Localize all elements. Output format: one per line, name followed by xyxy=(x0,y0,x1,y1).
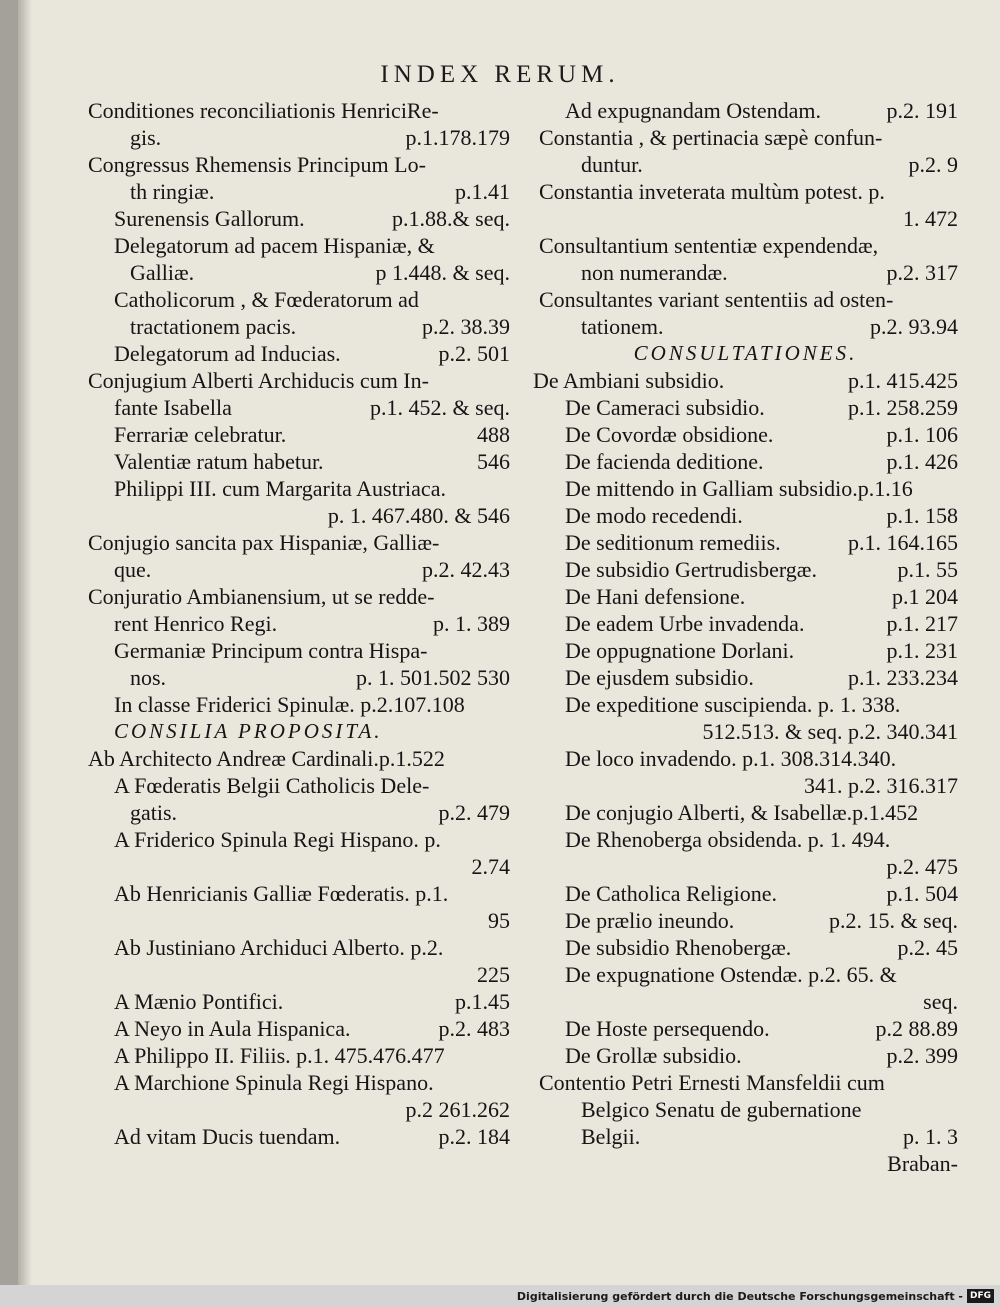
index-entry xyxy=(82,502,510,529)
page-reference: p.2. 45 xyxy=(897,935,958,960)
index-entry: Ab Henricianis Galliæ Fœderatis. p.1. xyxy=(114,881,449,906)
page-reference: p.1.45 xyxy=(455,989,510,1014)
page-reference: p.2. 317 xyxy=(886,260,958,285)
entry-text: De Hani defensione. xyxy=(565,584,746,609)
entry-text: tractationem pacis. xyxy=(130,314,297,339)
entry-text: Galliæ. xyxy=(130,260,195,285)
index-entry xyxy=(82,961,510,988)
index-entry xyxy=(82,340,510,367)
index-entry xyxy=(82,394,510,421)
index-entry xyxy=(533,718,958,745)
entry-text: De Covordæ obsidione. xyxy=(565,422,774,447)
index-entry xyxy=(82,205,510,232)
index-entry xyxy=(82,853,510,880)
index-entry: In classe Friderici Spinulæ. p.2.107.108 xyxy=(114,692,465,717)
page-reference: 512.513. & seq. p.2. 340.341 xyxy=(702,719,958,744)
index-entry: CONSILIA PROPOSITA. xyxy=(114,719,383,743)
index-entry: A Fœderatis Belgii Catholicis Dele- xyxy=(114,773,430,798)
index-entry xyxy=(82,421,510,448)
index-entry: Constantia inveterata multùm potest. p. xyxy=(539,179,885,204)
entry-text: De prælio ineundo. xyxy=(565,908,735,933)
entry-text: Ad expugnandam Ostendam. xyxy=(565,98,821,123)
page-reference: p.2. 184 xyxy=(438,1124,510,1149)
page-reference: p. 1. 501.502 530 xyxy=(356,665,510,690)
page-reference: p.2. 42.43 xyxy=(422,557,510,582)
index-entry: De Rhenoberga obsidenda. p. 1. 494. xyxy=(565,827,891,852)
index-entry xyxy=(533,529,958,556)
page-reference: p.1. 55 xyxy=(897,557,958,582)
page-reference: p.1.178.179 xyxy=(405,125,510,150)
funding-footer xyxy=(0,1285,1000,1307)
index-entry xyxy=(533,637,958,664)
entry-text: De modo recedendi. xyxy=(565,503,743,528)
index-entry xyxy=(533,880,958,907)
index-entry: A Friderico Spinula Regi Hispano. p. xyxy=(114,827,441,852)
index-entry: Conditiones reconciliationis HenriciRe- xyxy=(88,98,439,123)
entry-text: Ad vitam Ducis tuendam. xyxy=(114,1124,341,1149)
index-entry xyxy=(533,907,958,934)
index-entry: Belgico Senatu de gubernatione xyxy=(581,1097,862,1122)
entry-text: De eadem Urbe invadenda. xyxy=(565,611,805,636)
index-entry xyxy=(82,1123,510,1150)
page-reference: 2.74 xyxy=(471,854,510,879)
index-entry xyxy=(82,448,510,475)
index-entry: Conjugio sancita pax Hispaniæ, Galliæ- xyxy=(88,530,440,555)
index-entry: De expeditione suscipienda. p. 1. 338. xyxy=(565,692,901,717)
page-reference: p.1.41 xyxy=(455,179,510,204)
index-entry xyxy=(533,1123,958,1150)
index-entry xyxy=(533,1015,958,1042)
index-entry: Consultantes variant sententiis ad osten- xyxy=(539,287,894,312)
index-entry xyxy=(533,772,958,799)
index-entry xyxy=(82,1096,510,1123)
index-entry xyxy=(533,367,958,394)
page-reference: p.2. 93.94 xyxy=(870,314,958,339)
index-entry: De expugnatione Ostendæ. p.2. 65. & xyxy=(565,962,897,987)
page-reference: p.1. 452. & seq. xyxy=(370,395,510,420)
entry-text: De ejusdem subsidio. xyxy=(565,665,754,690)
index-entry xyxy=(533,1150,958,1177)
page-reference: p.2. 9 xyxy=(908,152,958,177)
entry-text: De subsidio Gertrudisbergæ. xyxy=(565,557,817,582)
index-entry: A Philippo II. Filiis. p.1. 475.476.477 xyxy=(114,1043,445,1068)
entry-text: De subsidio Rhenobergæ. xyxy=(565,935,792,960)
index-entry xyxy=(82,988,510,1015)
entry-text: Belgii. xyxy=(581,1124,641,1149)
entry-text: De Ambiani subsidio. xyxy=(533,368,725,393)
funding-text: Digitalisierung gefördert durch die Deutsche Forschungsgemeinschaft - xyxy=(516,1289,963,1303)
index-entry xyxy=(82,799,510,826)
index-entry: Conjugium Alberti Archiducis cum In- xyxy=(88,368,429,393)
index-entry: De conjugio Alberti, & Isabellæ.p.1.452 xyxy=(565,800,919,825)
page-reference: p.2. 399 xyxy=(886,1043,958,1068)
page-reference: p.1 204 xyxy=(892,584,958,609)
entry-text: nos. xyxy=(130,665,167,690)
entry-text: rent Henrico Regi. xyxy=(114,611,278,636)
page-reference: 488 xyxy=(477,422,510,447)
index-entry: Germaniæ Principum contra Hispa- xyxy=(114,638,428,663)
index-entry: De mittendo in Galliam subsidio.p.1.16 xyxy=(565,476,913,501)
index-entry xyxy=(533,421,958,448)
index-entry: Philippi III. cum Margarita Austriaca. xyxy=(114,476,446,501)
index-entry xyxy=(533,556,958,583)
index-entry xyxy=(82,907,510,934)
index-entry: Consultantium sententiæ expendendæ, xyxy=(539,233,879,258)
page-title: INDEX RERUM. xyxy=(380,61,620,88)
page-reference: p.2 88.89 xyxy=(875,1016,958,1041)
page-reference: seq. xyxy=(923,989,958,1014)
index-entry xyxy=(533,205,958,232)
entry-text: Delegatorum ad Inducias. xyxy=(114,341,341,366)
page-reference: p.1. 415.425 xyxy=(848,368,958,393)
index-entry xyxy=(82,1015,510,1042)
index-entry xyxy=(533,151,958,178)
entry-text: Surenensis Gallorum. xyxy=(114,206,305,231)
index-column-right xyxy=(533,97,958,1177)
index-entry: Congressus Rhemensis Principum Lo- xyxy=(88,152,426,177)
entry-text: tationem. xyxy=(581,314,664,339)
index-entry xyxy=(82,178,510,205)
page-reference: p.1. 158 xyxy=(886,503,958,528)
entry-text: th ringiæ. xyxy=(130,179,215,204)
page-reference: p.2. 479 xyxy=(438,800,510,825)
page-reference: p.2. 191 xyxy=(886,98,958,123)
index-entry: Delegatorum ad pacem Hispaniæ, & xyxy=(114,233,435,258)
index-entry: Contentio Petri Ernesti Mansfeldii cum xyxy=(539,1070,885,1095)
page-reference: 225 xyxy=(477,962,510,987)
entry-text: gis. xyxy=(130,125,162,150)
index-entry xyxy=(533,502,958,529)
dfg-logo: DFG xyxy=(967,1289,994,1303)
index-entry xyxy=(533,664,958,691)
page-gutter-shadow xyxy=(18,0,32,1285)
page-reference: p.2 261.262 xyxy=(405,1097,510,1122)
index-entry: CONSULTATIONES. xyxy=(633,341,858,365)
index-column-left xyxy=(82,97,510,1150)
entry-text: non numerandæ. xyxy=(581,260,728,285)
page-reference: p.1. 504 xyxy=(886,881,958,906)
page-reference: p.1. 231 xyxy=(886,638,958,663)
entry-text: De Grollæ subsidio. xyxy=(565,1043,742,1068)
index-entry: De loco invadendo. p.1. 308.314.340. xyxy=(565,746,897,771)
page-reference: p.1. 233.234 xyxy=(848,665,958,690)
index-entry xyxy=(533,583,958,610)
index-entry xyxy=(533,853,958,880)
index-entry: Constantia , & pertinacia sæpè confun- xyxy=(539,125,883,150)
index-entry xyxy=(82,610,510,637)
page-reference: p 1.448. & seq. xyxy=(375,260,510,285)
index-entry xyxy=(533,988,958,1015)
entry-text: fante Isabella xyxy=(114,395,232,420)
page-reference: p.1. 164.165 xyxy=(848,530,958,555)
index-entry xyxy=(533,934,958,961)
entry-text: De Cameraci subsidio. xyxy=(565,395,765,420)
entry-text: A Mænio Pontifici. xyxy=(114,989,284,1014)
page-reference: p.1. 217 xyxy=(886,611,958,636)
page-reference: p.2. 483 xyxy=(438,1016,510,1041)
index-entry: Ab Architecto Andreæ Cardinali.p.1.522 xyxy=(88,746,445,771)
entry-text: gatis. xyxy=(130,800,178,825)
entry-text: De oppugnatione Dorlani. xyxy=(565,638,795,663)
index-entry: Ab Justiniano Archiduci Alberto. p.2. xyxy=(114,935,444,960)
page-reference: p.1.88.& seq. xyxy=(392,206,510,231)
page-reference: p. 1. 3 xyxy=(903,1124,958,1149)
entry-text: A Neyo in Aula Hispanica. xyxy=(114,1016,351,1041)
index-entry xyxy=(533,259,958,286)
page-reference: p.2. 38.39 xyxy=(422,314,510,339)
index-entry: Conjuratio Ambianensium, ut se redde- xyxy=(88,584,435,609)
page-reference: p.1. 258.259 xyxy=(848,395,958,420)
page-reference: 1. 472 xyxy=(903,206,958,231)
index-entry xyxy=(533,448,958,475)
entry-text: De seditionum remediis. xyxy=(565,530,781,555)
entry-text: que. xyxy=(114,557,152,582)
entry-text: De Catholica Religione. xyxy=(565,881,777,906)
page-reference: 546 xyxy=(477,449,510,474)
index-entry xyxy=(82,259,510,286)
page-reference: 341. p.2. 316.317 xyxy=(804,773,958,798)
page-reference: p. 1. 467.480. & 546 xyxy=(327,503,510,528)
entry-text: Valentiæ ratum habetur. xyxy=(114,449,324,474)
entry-text: Ferrariæ celebratur. xyxy=(114,422,287,447)
index-entry xyxy=(533,394,958,421)
index-entry xyxy=(82,313,510,340)
entry-text: duntur. xyxy=(581,152,643,177)
entry-text: De facienda deditione. xyxy=(565,449,764,474)
index-entry xyxy=(82,556,510,583)
index-entry xyxy=(533,97,958,124)
page-reference: 95 xyxy=(488,908,510,933)
index-entry xyxy=(533,313,958,340)
page-reference: p.1. 426 xyxy=(886,449,958,474)
page-reference: p.2. 15. & seq. xyxy=(829,908,958,933)
index-entry xyxy=(82,664,510,691)
index-entry xyxy=(82,124,510,151)
page-reference: p.1. 106 xyxy=(886,422,958,447)
page-reference: Braban- xyxy=(887,1151,958,1176)
index-entry xyxy=(533,610,958,637)
index-entry xyxy=(533,1042,958,1069)
index-entry: A Marchione Spinula Regi Hispano. xyxy=(114,1070,434,1095)
page-reference: p.2. 475 xyxy=(886,854,958,879)
page-reference: p.2. 501 xyxy=(438,341,510,366)
index-entry: Catholicorum , & Fœderatorum ad xyxy=(114,287,419,312)
page-reference: p. 1. 389 xyxy=(433,611,510,636)
entry-text: De Hoste persequendo. xyxy=(565,1016,770,1041)
